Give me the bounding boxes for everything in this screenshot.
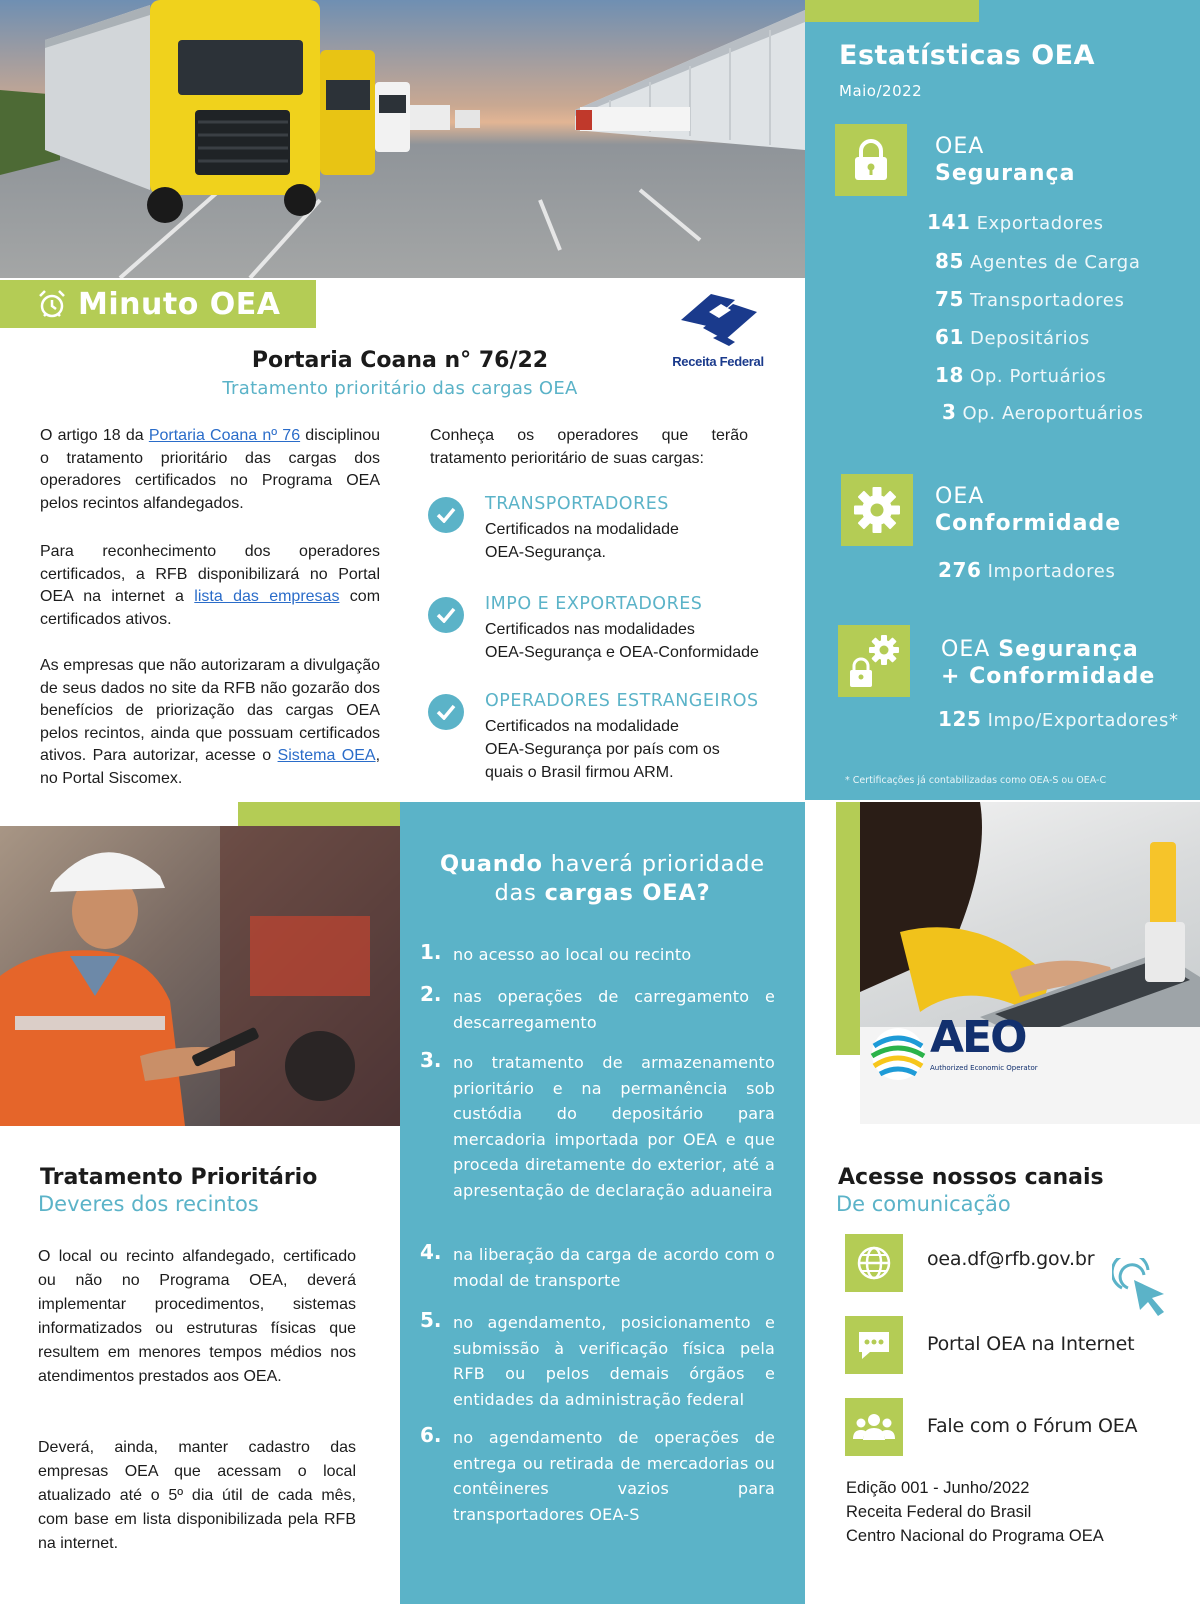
combo-heading [941,636,1155,690]
edition-line: Edição 001 - Junho/2022 [846,1479,1030,1497]
stat-label: Importadores [987,561,1116,582]
canais-title: Acesse nossos canais [838,1165,1104,1190]
click-cursor-icon [1112,1258,1172,1318]
priority-panel [400,802,805,1604]
paragraph-autorizacao [40,655,380,790]
stat-value: 125 [938,707,982,731]
truck-yard-photo [0,0,805,278]
tratamento-subtitle: Deveres dos recintos [38,1192,259,1216]
operator-title: TRANSPORTADORES [485,494,669,514]
stat-label: Agentes de Carga [970,252,1141,273]
stat-value: 276 [938,558,982,582]
stat-row [927,210,1104,234]
stat-value: 3 [942,400,957,424]
stat-row [935,363,1106,387]
conformidade-heading [935,483,1121,537]
aeo-logo-caption: Authorized Economic Operator [930,1064,1038,1072]
aeo-logo [872,1028,924,1080]
stat-label: Transportadores [970,290,1125,311]
check-icon [428,597,464,633]
channel-label: Fale com o Fórum OEA [927,1415,1138,1437]
stats-title: Estatísticas OEA [839,40,1096,71]
seguranca-name: Segurança [935,161,1076,186]
stat-value: 85 [935,249,965,273]
stat-value: 18 [935,363,965,387]
stat-value: 141 [927,210,971,234]
receita-federal-caption: Receita Federal [672,354,764,369]
priority-text: nas operações de carregamento e descarregamento [453,987,775,1032]
check-icon [428,497,464,533]
canais-subtitle: De comunicação [836,1192,1011,1216]
stat-row [935,249,1140,273]
stat-value: 61 [935,325,965,349]
stat-row [935,287,1124,311]
priority-text: no agendamento de operações de entrega ou retirada de mercadorias ou contêineres vazios para transportadores OEA-S [453,1428,775,1524]
minuto-banner [0,280,316,328]
text: , no Portal Siscomex. [40,747,381,787]
priority-text: no agendamento, posicionamento e submissão à verificação física pela RFB ou pelos demais órgãos e entidades da administração federal [453,1313,775,1409]
stats-date: Maio/2022 [839,82,923,100]
seguranca-heading [935,133,1075,187]
paragraph-reconhecimento [40,541,380,631]
minuto-title: Minuto OEA [78,286,281,322]
tratamento-paragraph-1: O local ou recinto alfandegado, certificado ou não no Programa OEA, deverá implementar procedimentos, sistemas informatizados ou estruturas físicas que resultem em menores tempos médios nos atendimentos prestados aos OEA. [38,1248,356,1385]
conformidade-name: Conformidade [935,511,1122,536]
group-icon [845,1398,903,1456]
priority-number: 1. [420,940,442,964]
worker-illustration [0,826,400,1126]
priority-number: 6. [420,1423,442,1447]
priority-number: 2. [420,982,442,1006]
lock-gear-icon [844,631,904,691]
gear-icon-badge [841,474,913,546]
portaria-title: Portaria Coana n° 76/22 [251,348,549,373]
text: com certificados ativos. [40,588,381,628]
stat-label: Exportadores [976,213,1104,234]
aeo-logo-text: AEO [930,1012,1026,1063]
priority-number: 5. [420,1308,442,1332]
laptop-illustration [860,802,1200,1124]
operator-desc: Certificados na modalidade OEA-Segurança por país com os quais o Brasil firmou ARM. [485,718,720,781]
combo-prefix: OEA [941,637,991,662]
stat-label: Op. Aeroportuários [962,403,1144,424]
priority-text: no tratamento de armazenamento prioritário e na permanência sob custódia do depositário para mercadoria importada por OEA e que proceda diretamente do exterior, até a apresentação de declaração aduaneira [453,1053,775,1200]
priority-text: no acesso ao local ou recinto [453,945,692,964]
channel-forum[interactable] [845,1398,1185,1456]
priority-title: Quando haverá prioridade das cargas OEA? [440,851,765,906]
priority-text: na liberação da carga de acordo com o modal de transporte [453,1245,775,1290]
stat-label: Depositários [970,328,1090,349]
check-icon [428,694,464,730]
conformidade-prefix: OEA [935,484,985,509]
lista-empresas-link[interactable]: lista das empresas [194,588,340,605]
operator-desc: Certificados na modalidade OEA-Segurança. [485,521,679,561]
laptop-photo [860,802,1200,1124]
operator-title: OPERADORES ESTRANGEIROS [485,691,759,711]
stat-row [938,558,1115,582]
sistema-oea-link[interactable]: Sistema OEA [277,747,376,764]
gear-icon [852,485,902,535]
priority-number: 4. [420,1240,442,1264]
lock-gear-icon-badge [838,625,910,697]
edition-line: Receita Federal do Brasil [846,1503,1032,1521]
stat-row [938,707,1179,731]
globe-icon [845,1234,903,1292]
stats-panel [805,0,1200,800]
alarm-clock-icon [38,289,66,319]
portaria-subtitle: Tratamento prioritário das cargas OEA [222,378,578,399]
receita-federal-emblem [673,290,763,350]
worker-photo [0,826,400,1126]
text: Para reconhecimento dos operadores certificados, a RFB disponibilizará no Portal OEA na internet a [40,543,380,605]
combo-name-2: + Conformidade [941,664,1156,689]
operator-title: IMPO E EXPORTADORES [485,594,703,614]
stat-label: Impo/Exportadores* [987,710,1179,731]
tratamento-paragraph-2: Deverá, ainda, manter cadastro das empresas OEA que acessam o local atualizado até o 5º dia útil de cada mês, com base em lista disponibilizada pela RFB na internet. [38,1439,356,1552]
edition-line: Centro Nacional do Programa OEA [846,1527,1104,1545]
channel-portal[interactable] [845,1316,1185,1374]
tratamento-title: Tratamento Prioritário [40,1165,318,1190]
chat-icon [845,1316,903,1374]
text: As empresas que não autorizaram a divulgação de seus dados no site da RFB não gozarão dos benefícios de priorização das cargas OEA pelos recintos, ainda que possuam certificados ativos. Para autorizar, acesse o [40,657,380,764]
combo-name: Segurança [998,637,1139,662]
stat-value: 75 [935,287,965,311]
stat-label: Op. Portuários [970,366,1107,387]
operator-desc: Certificados nas modalidades OEA-Segurança e OEA-Conformidade [485,621,759,661]
lime-accent-strip [836,802,860,1055]
portaria-link[interactable]: Portaria Coana nº 76 [148,427,301,444]
stat-row [935,325,1090,349]
text: disciplinou o tratamento prioritário das cargas dos operadores certificados no Programa OEA pelos recintos alfandegados. [40,427,381,512]
channel-label: Portal OEA na Internet [927,1333,1135,1355]
stats-footnote: * Certificações já contabilizadas como OEA-S ou OEA-C [845,775,1107,786]
edition-info [846,1476,1104,1548]
lime-accent-tab [805,0,979,22]
paragraph-artigo [40,425,380,515]
text: O artigo 18 da [40,427,149,444]
seguranca-prefix: OEA [935,134,985,159]
lock-icon-badge [835,124,907,196]
truck-yard-illustration [0,0,805,278]
priority-number: 3. [420,1048,442,1072]
channel-label: oea.df@rfb.gov.br [927,1248,1095,1270]
lock-icon [851,138,891,182]
operators-intro: Conheça os operadores que terão tratamento perioritário de suas cargas: [430,427,748,467]
stat-row [942,400,1144,424]
